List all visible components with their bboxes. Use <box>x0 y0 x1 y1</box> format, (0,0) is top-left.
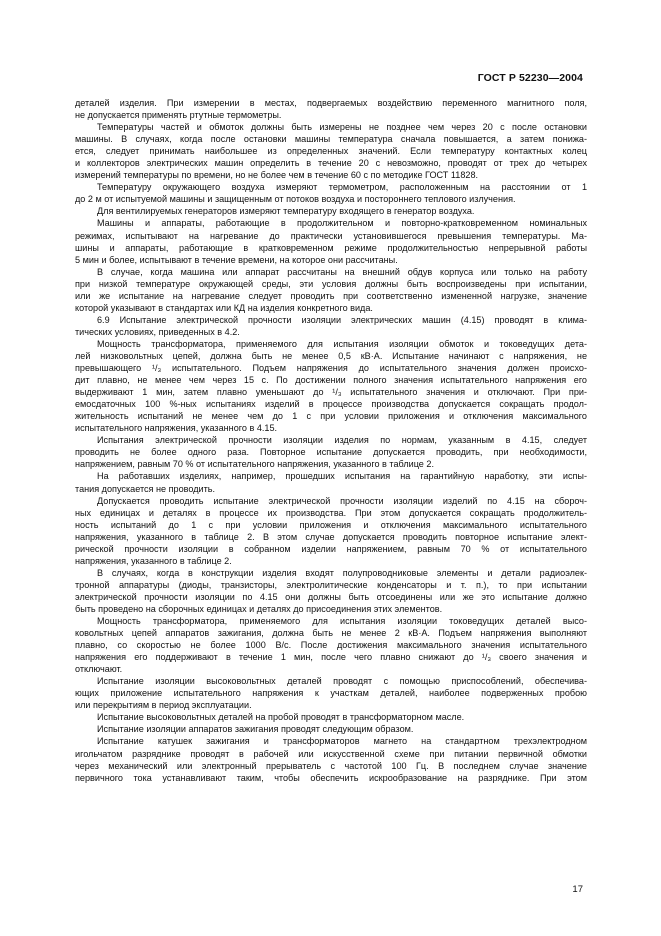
text-line: жительность испытаний не менее чем до 1 с при условии приложения и отключения максимального <box>75 411 587 422</box>
text-line: Испытание изоляции аппаратов зажигания проводят следующим образом. <box>97 724 414 735</box>
text-line: Испытания электрической прочности изоляции изделия по нормам, указанным в 4.15, следует <box>97 435 587 446</box>
document-header-id: ГОСТ Р 52230—2004 <box>477 72 583 84</box>
text-line: до 2 м от испытуемой машины и защищенным от потоков воздуха и постороннего теплового излучения. <box>75 194 516 205</box>
text-line: напряжения, указанного в таблице 2. В этом случае допускается проводить повторное испытание элект- <box>75 531 587 542</box>
text-line: деталей изделия. При измерении в местах, подвергаемых воздействию переменного магнитного поля, <box>75 98 587 108</box>
text-line: испытательного напряжения, указанного в 4.15. <box>75 423 278 434</box>
text-line: измерений температуры по времени, но не более чем в течение 60 с по методике ГОСТ 11828. <box>75 170 479 181</box>
text-line: проводить не более одного раза. Повторное испытание допускается проводить, при необходимости, <box>75 447 587 458</box>
text-line: тических условиях, приведенных в 4.2. <box>75 326 240 337</box>
text-line: ющих приложение испытательного напряжения к участкам деталей, наиболее подверженных пробою <box>75 688 587 699</box>
text-line: Машины и аппараты, работающие в продолжительном и повторно-кратковременном номинальных <box>97 218 587 229</box>
text-line: тания допускается не проводить. <box>75 483 216 494</box>
text-line: На работавших изделиях, например, прошедших испытания на гарантийную наработку, эти испы- <box>97 471 587 482</box>
text-line: ется, следует принимать наибольшее из определенных значений. Если температуру контактных колец <box>75 146 587 157</box>
text-line: рической прочности изоляции в собранном изделии напряжением, равным 70 % от испытательного <box>75 543 587 554</box>
text-line: машины. В случаях, когда после остановки машины температура сначала повышается, а затем понижа- <box>75 134 587 145</box>
text-line: 6.9 Испытание электрической прочности изоляции электрических машин (4.15) проводят в клима- <box>97 314 587 325</box>
page-number: 17 <box>572 884 583 895</box>
text-line: которой указывают в стандартах или КД на изделия конкретного вида. <box>75 302 373 313</box>
text-line: тронной аппаратуры (диоды, транзисторы, электролитические конденсаторы и т. п.), то при испытании <box>75 579 587 590</box>
text-line: дит плавно, не менее чем через 15 с. По достижении полного значения испытательного напряжения его <box>75 375 587 386</box>
text-line: электрической прочности изоляции по 4.15 они должны быть отсоединены или же это испытание должно <box>75 591 587 602</box>
text-line: напряжения его поддерживают в течение 1 мин, после чего плавно снижают до ¹/₃ своего значения и <box>75 652 587 663</box>
text-line: Температуры частей и обмоток должны быть измерены не позднее чем через 20 с после остановки <box>97 122 587 133</box>
text-line: В случаях, когда в конструкции изделия входят полупроводниковые элементы и детали радиоэлек- <box>97 567 587 578</box>
text-line: ковольтных цепей аппаратов зажигания, должна быть не менее 2 кВ·А. Подъем напряжения выполняют <box>75 628 587 639</box>
text-line: лей низковольтных цепей, должна быть не менее 0,5 кВ·А. Испытание начинают с напряжения, не <box>75 350 587 361</box>
text-line: и коллекторов электрических машин определить в течение 20 с невозможно, проводят от трех до четырех <box>75 158 587 169</box>
text-line: первичного тока устанавливают таким, чтобы обеспечить искрообразование на разряднике. При этом <box>75 772 587 783</box>
text-line: отключают. <box>75 664 123 675</box>
text-line: Мощность трансформатора, применяемого для испытания изоляции токоведущих деталей высо- <box>97 616 587 627</box>
text-line: ность испытаний до 1 с при условии приложения и отключения максимального испытательного <box>75 519 587 530</box>
text-line: выдерживают 1 мин, затем плавно уменьшают до ¹/₃ испытательного значения и отключают. При при- <box>75 387 587 398</box>
text-line: Испытание изоляции высоковольтных деталей проводят с помощью приспособлений, обеспечива- <box>97 676 587 687</box>
text-line: емосдаточных 100 %-ных испытаниях изделий в процессе производства допускается сокращать продол- <box>75 399 587 410</box>
text-line: Для вентилируемых генераторов измеряют температуру входящего в генератор воздуха. <box>97 206 475 217</box>
text-line: при низкой температуре окружающей среды, эти условия должны быть воспроизведены при испытании, <box>75 278 587 289</box>
text-line: напряжения, указанного в таблице 2. <box>75 555 232 566</box>
text-line: напряжением, равным 70 % от испытательного напряжения, указанного в таблице 2. <box>75 459 434 470</box>
text-line: через механический или электронный прерыватель с частотой 100 Гц. В последнем случае значение <box>75 760 587 771</box>
text-line: Испытание высоковольтных деталей на пробой проводят в трансформаторном масле. <box>97 712 465 723</box>
text-line: Испытание катушек зажигания и трансформаторов магнето на стандартном трехэлектродном <box>97 736 587 747</box>
text-line: режимах, испытывают на нагревание до практически установившегося превышения температуры. Ма- <box>75 230 587 241</box>
text-line: Допускается проводить испытание электрической прочности изоляции изделий по 4.15 на сбороч- <box>97 495 587 506</box>
text-line: игольчатом разряднике проводят в рабочей или искусственной схеме при питании первичной обмотки <box>75 748 587 759</box>
text-line: Мощность трансформатора, применяемого для испытания изоляции обмоток и токоведущих дета- <box>97 338 587 349</box>
text-line: В случае, когда машина или аппарат рассчитаны на внешний обдув корпуса или только на работу <box>97 266 587 277</box>
text-line: шины и аппараты, работающие в кратковременном режиме продолжительностью непрерывной работы <box>75 242 587 253</box>
text-line: плавно, со скоростью не более 1000 В/с. После достижения максимального значения испытательного <box>75 640 587 651</box>
text-line: или перекрытиям в период эксплуатации. <box>75 700 252 711</box>
text-line: или же испытание на нагревание следует проводить при соответственно измененной нагрузке, значение <box>75 290 587 301</box>
text-line: 5 мин и более, испытывают в течение времени, на которое они рассчитаны. <box>75 254 398 265</box>
text-line: превышающего ¹/₃ испытательного. Подъем напряжения до испытательного значения должен происхо- <box>75 363 587 374</box>
text-line: Температуру окружающего воздуха измеряют термометром, расположенным на расстоянии от 1 <box>97 182 587 193</box>
text-line: не допускается применять ртутные термометры. <box>75 110 282 121</box>
text-line: ных единицах и деталях в процессе их производства. При этом допускается сокращать продолжитель- <box>75 507 587 518</box>
body-text <box>75 97 587 784</box>
text-line: быть проведено на сборочных единицах и деталях до присоединения этих элементов. <box>75 603 443 614</box>
